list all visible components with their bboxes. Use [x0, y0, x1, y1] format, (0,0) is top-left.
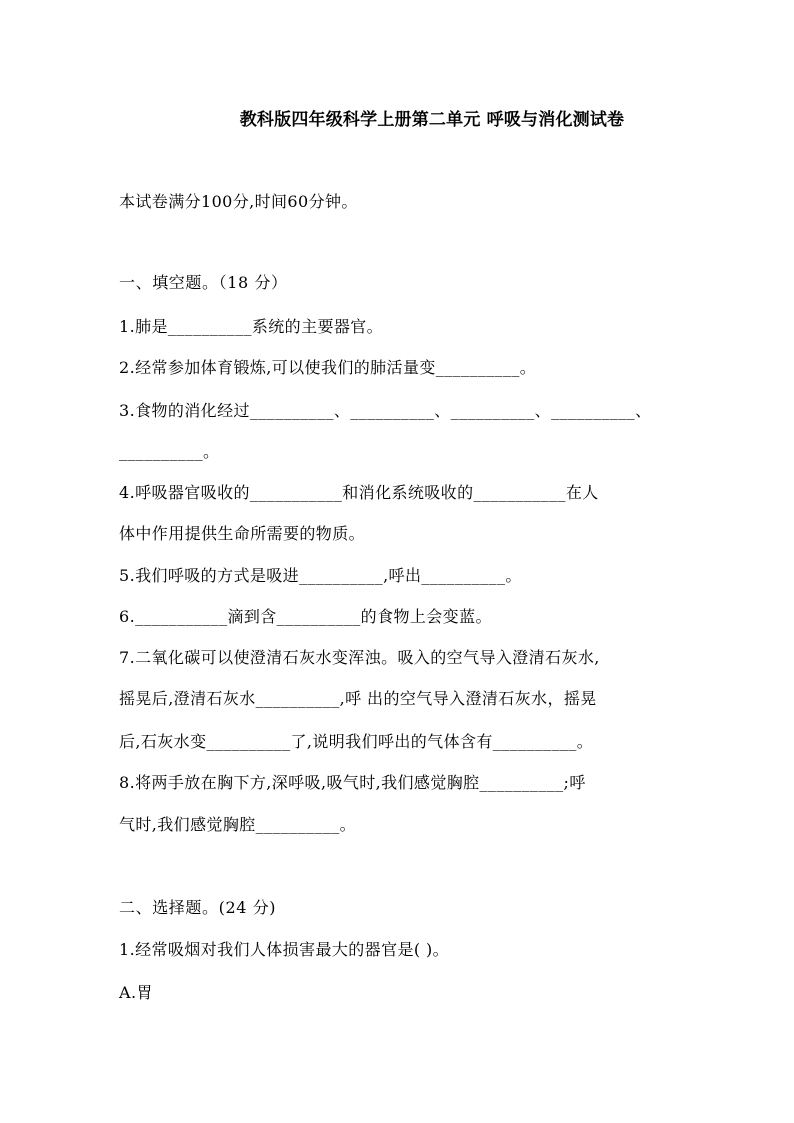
document-title: 教科版四年级科学上册第二单元 呼吸与消化测试卷	[239, 110, 625, 130]
section-heading-fill-blank: 一、填空题。（18 分）	[119, 273, 288, 292]
question-line: __________。	[119, 442, 220, 461]
question-line: 体中作用提供生命所需要的物质。	[119, 524, 366, 543]
question-line: 6.___________滴到含__________的食物上会变蓝。	[119, 607, 492, 626]
question-line: 2.经常参加体育锻炼,可以使我们的肺活量变__________。	[119, 358, 537, 377]
exam-intro: 本试卷满分100分,时间60分钟。	[119, 192, 358, 211]
answer-option: A.胃	[119, 983, 153, 1002]
question-line: 3.食物的消化经过__________、__________、__________、__________、	[119, 401, 652, 420]
question-line: 气时,我们感觉胸腔__________。	[119, 815, 357, 834]
question-line: 4.呼吸器官吸收的___________和消化系统吸收的___________在人	[119, 483, 599, 502]
question-line: 8.将两手放在胸下方,深呼吸,吸气时,我们感觉胸腔__________;呼	[119, 773, 586, 792]
question-line: 1.肺是__________系统的主要器官。	[119, 317, 384, 336]
question-line: 5.我们呼吸的方式是吸进__________,呼出__________。	[119, 566, 522, 585]
question-line: 7.二氧化碳可以使澄清石灰水变浑浊。吸入的空气导入澄清石灰水,	[119, 648, 600, 667]
question-line: 1.经常吸烟对我们人体损害最大的器官是( )。	[119, 940, 450, 959]
question-line: 后,石灰水变__________了,说明我们呼出的气体含有__________。	[119, 732, 594, 751]
question-line: 摇晃后,澄清石灰水__________,呼 出的空气导入澄清石灰水，摇晃	[119, 689, 597, 708]
section-heading-multiple-choice: 二、选择题。(24 分)	[119, 898, 277, 917]
